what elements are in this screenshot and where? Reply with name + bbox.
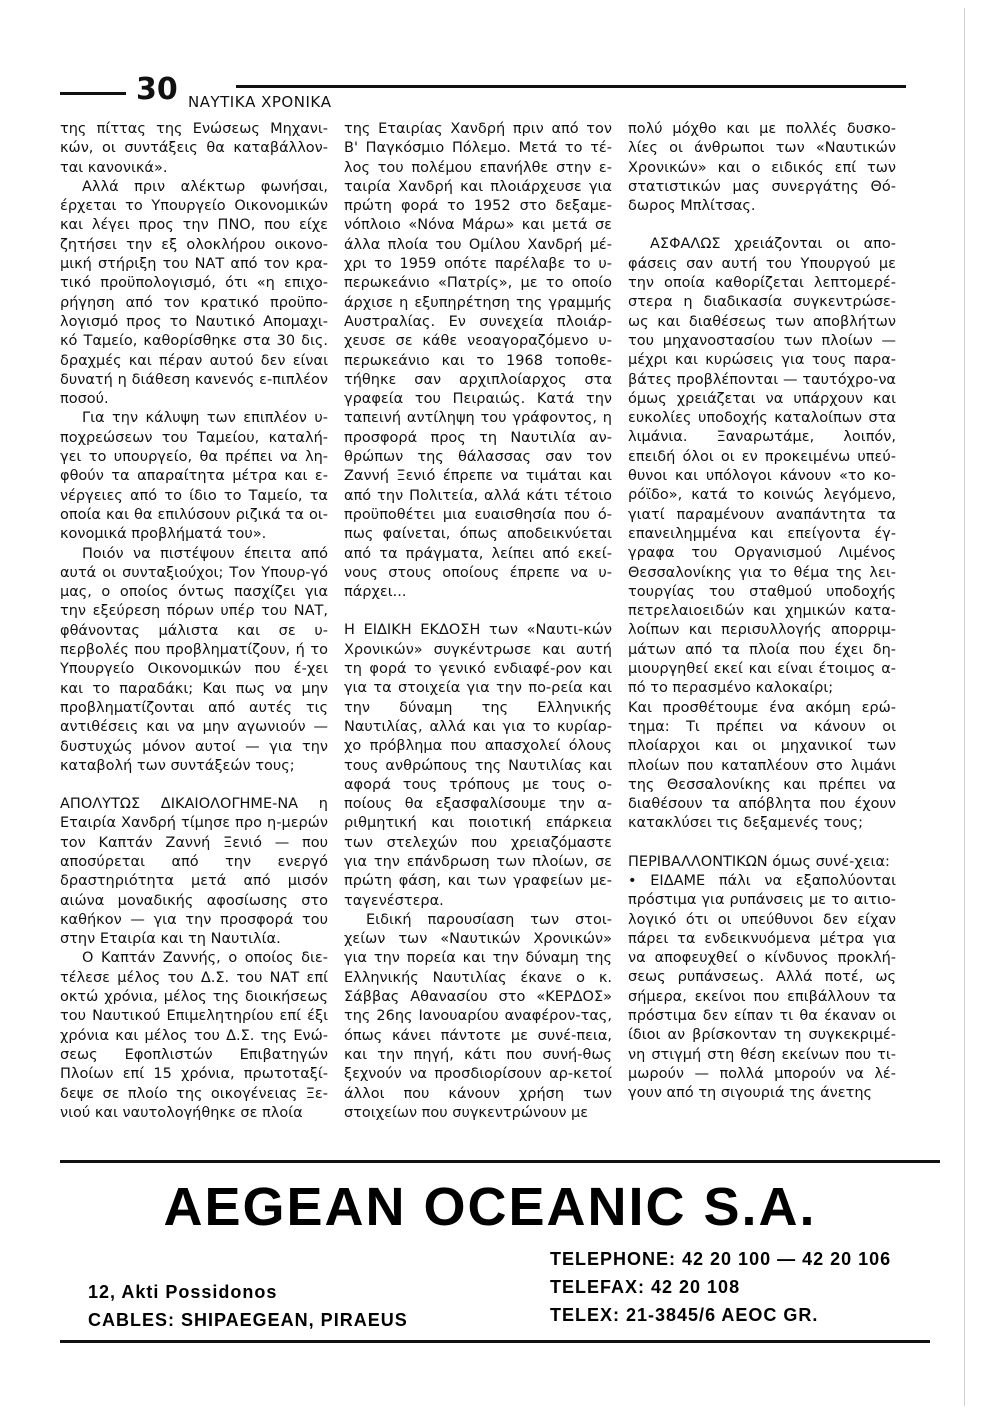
column-3 (628, 120, 896, 1104)
advertisement-telefax: TELEFAX: 42 20 108 (550, 1277, 741, 1297)
paragraph: Ειδική παρουσίαση των στοι-χείων των «Ναυτικών Χρονικών» για την πορεία και την δύναμη της Ελληνικής Ναυτιλίας έκανε ο κ. Σάββας Αθανασίου στο «ΚΕΡΔΟΣ» της 26ης Ιανουαρίου αναφέρον-τας, όπως κάνει πάντοτε με συνέ-πεια, και την πηγή, κάτι που συνή-θως ξεχνούν να προσδιορίσουν αρ-κετοί άλλοι που κάνουν χρήση των στοιχείων που συγκεντρώνουν με (344, 911, 612, 1121)
paragraph: Ποιόν να πιστέψουν έπειτα από αυτά οι συνταξιούχοι; Τον Υπουρ-γό μας, ο οποίος όντως πασχίζει για την εξεύρεση πόρων υπέρ του ΝΑΤ, φθάνοντας μάλιστα και σε υ-περβολές που προβληματίζουν, ή το Υπουργείο Οικονομικών που έ-χει και το παραδάκι; Και πως να μην προβληματίζονται από αυτές τις αντιθέσεις και να μην αγωνιούν — δυστυχώς μόνον αυτοί — για την καταβολή των συντάξεών τους; (60, 545, 328, 774)
advertisement-address-block (88, 1278, 408, 1334)
paragraph: πολύ μόχθο και με πολλές δυσκο-λίες οι άνθρωποι των «Ναυτικών Χρονικών» και ο ειδικός επί των στατιστικών μας συνεργάτης Θό-δωρος Μπλίτσας. (628, 121, 896, 215)
advertisement-address: 12, Akti Possidonos (88, 1282, 278, 1302)
page-header (60, 72, 906, 116)
paragraph: ΠΕΡΙΒΑΛΛΟΝΤΙΚΩΝ όμως συνέ-χεια: (628, 853, 890, 870)
paragraph: Και προσθέτουμε ένα ακόμη ερώ-τημα: Τι πρέπει να κάνουν οι πλοίαρχοι και οι μηχανικοί των πλοίων που καταπλέουν στο λιμάνι της Θεσσαλονίκης και πρέπει να διαθέσουν τα απόβλητα που έχουν κατακλύσει τις δεξαμενές τους; (628, 699, 896, 832)
page-number: 30 (136, 72, 178, 107)
paragraph: της πίττας της Ενώσεως Μηχανι-κών, οι συντάξεις θα καταβάλλον-ται κανονικά». (60, 121, 328, 176)
paragraph: • ΕΙΔΑΜΕ πάλι να εξαπολύονται πρόστιμα για ρυπάνσεις με το αιτιο-λογικό ότι οι υπεύθυνοι δεν είχαν πάρει τα ενδεικνυόμενα μέτρα για να αποφευχθεί ο κίνδυνος προκλή-σεως ρυπάνσεως. Αλλά ποτέ, ως σήμερα, εκείνοι που επιβάλλουν τα πρόστιμα δεν είπαν τι θα έκαναν οι ίδιοι αν βρίσκονταν τη συγκεκριμέ-νη στιγμή στη θέση εκείνων που τι-μωρούν — πολλά μπορούν να λέ-γουν από τη σιγουριά της άνετης (628, 872, 896, 1102)
paragraph: ΑΠΟΛΥΤΩΣ ΔΙΚΑΙΟΛΟΓΗΜΕ-ΝΑ η Εταιρία Χανδρή τίμησε προ η-μερών τον Καπτάν Ζαννή Ξενιό — που αποσύρεται από την ενεργό δραστηριότητα μετά από μισόν αιώνα μοναδικής αφοσίωσης στο καθήκον — για την προσφορά του στην Εταιρία και τη Ναυτιλία. (60, 796, 328, 948)
advertisement-rule-bottom (60, 1340, 930, 1343)
article-columns (60, 120, 930, 1150)
header-rule-right (236, 85, 906, 88)
advertisement-cables: CABLES: SHIPAEGEAN, PIRAEUS (88, 1310, 408, 1330)
column-1 (60, 120, 328, 1123)
advertisement-rule-top (60, 1160, 940, 1163)
paragraph: Αλλά πριν αλέκτωρ φωνήσαι, έρχεται το Υπουργείο Οικονομικών και λέγει προς την ΠΝΟ, που είχε ζητήσει την εξ ολοκλήρου οικονο-μική στήριξη του ΝΑΤ από τον κρα-τικό προϋπολογισμό, ότι «η επιχο-ρήγηση από τον κρατικό προϋπο-λογισμό προς το Ναυτικό Απομαχι-κό Ταμείο, καθορίσθηκε στα 30 δις. δραχμές και πέραν αυτού δεν είναι δυνατή η διάθεση κανενός ε-πιπλέον ποσού. (60, 178, 328, 408)
paragraph: Ο Καπτάν Ζαννής, ο οποίος διε-τέλεσε μέλος του Δ.Σ. του ΝΑΤ επί οκτώ χρόνια, μέλος της διοικήσεως του Ναυτικού Επιμελητηρίου επί έξι χρόνια και μέλος του Δ.Σ. της Ενώ-σεως Εφοπλιστών Επιβατηγών Πλοίων επί 15 χρόνια, πρωτοταξί-δεψε σε πλοίο της οικογένειας Ξε-νιού και ναυτολογήθηκε σε πλοία (60, 950, 328, 1121)
column-2 (344, 120, 612, 1123)
paragraph: Για την κάλυψη των επιπλέον υ-ποχρεώσεων του Ταμείου, καταλή-γει το υπουργείο, θα πρέπει να λη-φθούν τα απαραίτητα μέτρα και ε-νέργειες από το ίδιο το Ταμείο, τα οποία και θα επιλύσουν ριζικά τα οι-κονομικά προβλήματά του». (60, 410, 328, 543)
advertisement-company-name: AEGEAN OCEANIC S.A. (163, 1177, 817, 1237)
advertisement-phone-block (550, 1245, 891, 1329)
paragraph: της Εταιρίας Χανδρή πριν από τον Β' Παγκόσμιο Πόλεμο. Μετά το τέ-λος του πολέμου επανήλθε στην ε-ταιρία Χανδρή και πλοιάρχευσε για πρώτη φορά το 1952 στο δεξαμε-νόπλοιο «Νόνα Μάρω» και μετά σε άλλα πλοία του Ομίλου Χανδρή μέ-χρι το 1959 οπότε παρέλαβε το υ-περωκεάνιο «Πατρίς», με το οποίο άρχισε η εξυπηρέτηση της γραμμής Αυστραλίας. Εν συνεχεία πλοιάρ-χευσε σε κάθε νεοαγοραζόμενο υ-περωκεάνιο και το 1968 τοποθε-τήθηκε σαν αρχιπλοίαρχος στα γραφεία του Πειραιώς. Κατά την ταπεινή αντίληψη του γράφοντος, η προσφορά προς τη Ναυτιλία αν-θρώπων της θάλασσας σαν τον Ζαννή Ξενιό έπρεπε να τιμάται και από την Πολιτεία, αλλά κάτι τέτοιο προϋποθέτει μια ευαισθησία που ό-πως φαίνεται, όπως αποδεικνύεται από τα πράγματα, λείπει από εκεί-νους στους οποίους έπρεπε να υ-πάρχει... (344, 121, 612, 601)
paragraph: ΑΣΦΑΛΩΣ χρειάζονται οι απο-φάσεις σαν αυτή του Υπουργού με την οποία καθορίζεται λεπτομερέ-στερα η διαδικασία συγκεντρώσε-ως και διαθέσεως των αποβλήτων του μηχανοστασίου των πλοίων — μέχρι και κυρώσεις για τους παρα-βάτες προβλέπονται — ταυτόχρο-να όμως χρειάζεται να υπάρχουν και ευκολίες υποδοχής καταλοίπων στα λιμάνια. Ξαναρωτάμε, λοιπόν, επειδή όλοι οι εν προκειμένω υπεύ-θυνοι και υπόλογοι κάνουν «το κο-ρόϊδο», κατά το κοινώς λεγόμενο, γιατί παραμένουν αναπάντητα τα επανειλημμένα και επείγοντα έγ-γραφα του Οργανισμού Λιμένος Θεσσαλονίκης για το θέμα της λει-τουργίας του σταθμού υποδοχής πετρελαιοειδών και χημικών κατα-λοίπων και περισυλλογής απορριμ-μάτων από τα πλοία που έχει δη-μιουργηθεί εκεί και είναι έτοιμος α-πό το περασμένο καλοκαίρι; (628, 236, 896, 697)
section-title: ΝΑΥΤΙΚΑ ΧΡΟΝΙΚΑ (188, 93, 332, 111)
advertisement-telex: TELEX: 21-3845/6 AEOC GR. (550, 1305, 819, 1325)
advertisement-telephone: TELEPHONE: 42 20 100 — 42 20 106 (550, 1249, 892, 1269)
page-edge-line (964, 8, 965, 1406)
paragraph: Η ΕΙΔΙΚΗ ΕΚΔΟΣΗ των «Ναυτι-κών Χρονικών» συγκέντρωσε και αυτή τη φορά το γενικό ενδιαφέ-ρον και για τα στοιχεία για την πο-ρεία και την δύναμη της Ελληνικής Ναυτιλίας, αλλά και για το κυρίαρ-χο πρόβλημα που απασχολεί όλους τους ανθρώπους της Ναυτιλίας και αφορά τους τρόπους με τους ο-ποίους θα εξασφαλίσουμε την α-ριθμητική και ποιοτική επάρκεια των στελεχών που χρειαζόμαστε για την επάνδρωση των πλοίων, σε πρώτη φάση, και των γραφείων με-ταγενέστερα. (344, 622, 612, 909)
header-rule-left (60, 92, 126, 95)
